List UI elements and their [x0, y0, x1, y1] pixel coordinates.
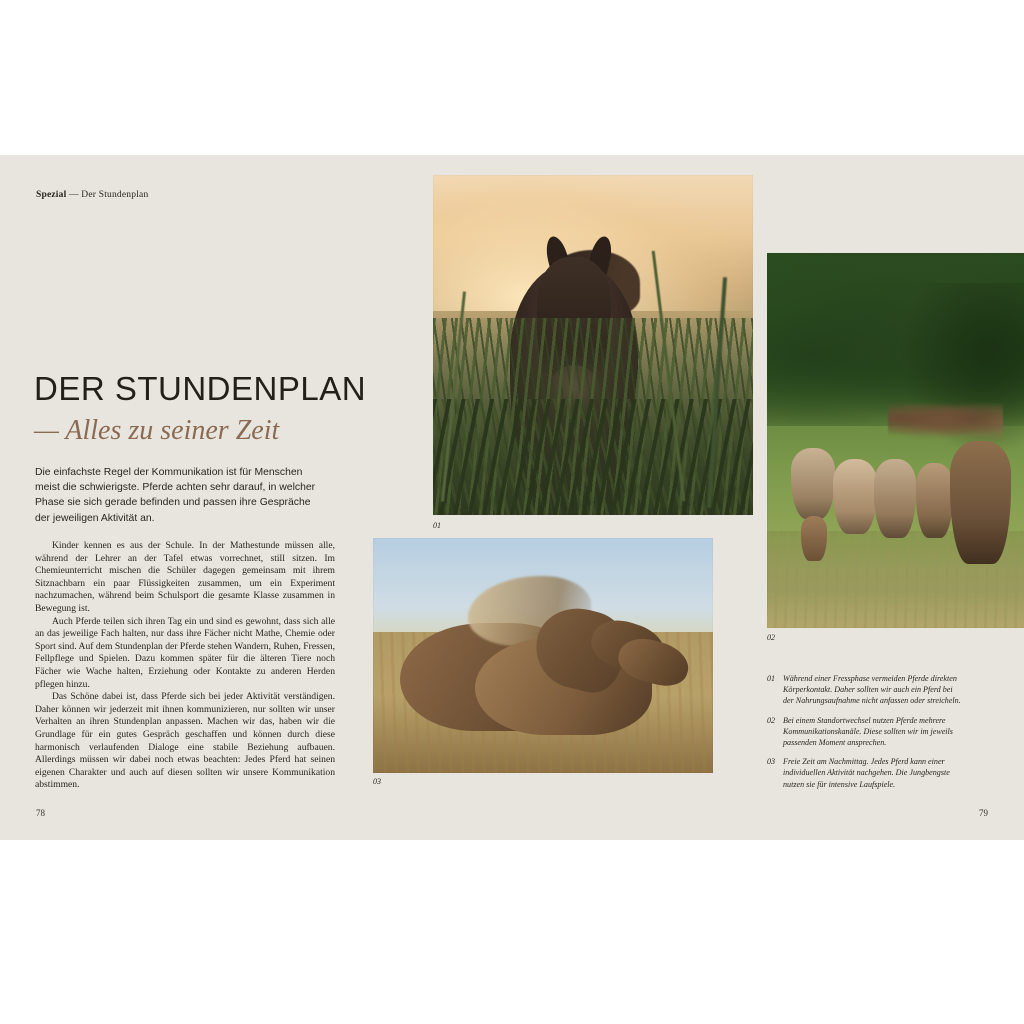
foal [801, 516, 827, 561]
page-number-left: 78 [36, 808, 45, 818]
figure-caption-number: 03 [767, 757, 776, 767]
figure-caption-item [767, 715, 962, 749]
page-left [0, 155, 512, 840]
figure-caption-text: Während einer Fressphase vermeiden Pferde direkten Körperkontakt. Daher sollten wir auch ein Pferd bei der Nahrungsaufnahme nicht anfassen oder streicheln. [783, 674, 961, 706]
horse-in-herd [791, 448, 836, 519]
photo-number-01: 01 [433, 521, 441, 530]
page-number-right: 79 [979, 808, 988, 818]
photo-number-02: 02 [767, 633, 775, 642]
running-head-section: Spezial [36, 190, 67, 200]
lede-paragraph: Die einfachste Regel der Kommunikation ist für Menschen meist die schwierigste. Pferde achten sehr darauf, in welcher Phase sie sich gerade befinden und passen ihre Gespräche der jeweiligen Aktivität an. [35, 467, 316, 524]
body-paragraph: Das Schöne dabei ist, dass Pferde sich bei jeder Aktivität verständigen. Daher können wir jederzeit mit ihnen kommunizieren, nur sollten wir unser Verhalten an ihren Stundenplan anpassen. Machen wir das, haben wir die Grundlage für ein gutes Gespräch geschaffen und können durch diese harmonisch verlaufenden Dialoge eine stabile Beziehung aufbauen. Allerdings müssen wir dabei noch etwas beachten: Jedes Pferd hat seinen eigenen Charakter und auch auf diesen sollten wir unsere Kommunikation abstimmen. [35, 691, 335, 791]
body-paragraph: Auch Pferde teilen sich ihren Tag ein und sind es gewohnt, dass sich alle an das jeweilige Fach halten, nur dass ihre Fächer nicht Mathe, Chemie oder Sport sind. Auf dem Stundenplan der Pferde stehen Wandern, Ruhen, Fressen, Fellpflege und Spielen. Dazu kommen später für die älteren Tiere noch Fächer wie Wache halten, Erziehung oder Kontakte zu anderen Herden pflegen hinzu. [35, 615, 335, 690]
figure-caption-text: Bei einem Standortwechsel nutzen Pferde mehrere Kommunikationskanäle. Diese sollten wir im jeweils passenden Moment ansprechen. [783, 715, 953, 748]
horse-in-herd [916, 463, 953, 538]
running-head-separator: — [69, 190, 79, 200]
page-title: DER STUNDENPLAN [34, 370, 367, 407]
figure-caption-number: 02 [767, 715, 776, 725]
background-herd [888, 396, 1003, 441]
figure-caption-text: Freie Zeit am Nachmittag. Jedes Pferd kann einer individuellen Aktivität nachgehen. Die Jungbengste nutzen sie für intensive Laufspiele. [783, 757, 950, 789]
horse-in-herd [833, 459, 878, 534]
horse-in-herd [874, 459, 916, 538]
figure-caption-list [767, 673, 962, 798]
magazine-spread [0, 155, 1024, 840]
figure-caption-number: 01 [767, 674, 776, 683]
page-subtitle: — Alles zu seiner Zeit [34, 415, 280, 446]
figure-caption-item [767, 673, 962, 707]
horse-in-herd-foreground [950, 441, 1010, 565]
page-right [512, 155, 1024, 840]
photo-herd-of-horses-walking-on-meadow [767, 253, 1024, 628]
body-paragraph: Kinder kennen es aus der Schule. In der Mathestunde müssen alle, während der Lehrer an der Tafel etwas vorrechnet, still sitzen. Im Chemieunterricht mischen die Schüler dagegen gemeinsam mit ihrem Sitznachbarn ein paar Flüssigkeiten zusammen, um ein Experiment nachzumachen, während beim Schulsport die gesamte Klasse zusammen in Bewegung ist. [35, 540, 335, 614]
photo-number-03: 03 [373, 777, 381, 786]
running-head [36, 190, 148, 200]
body-column [35, 540, 335, 792]
running-head-title: Der Stundenplan [81, 190, 149, 200]
figure-caption-item [767, 756, 962, 790]
